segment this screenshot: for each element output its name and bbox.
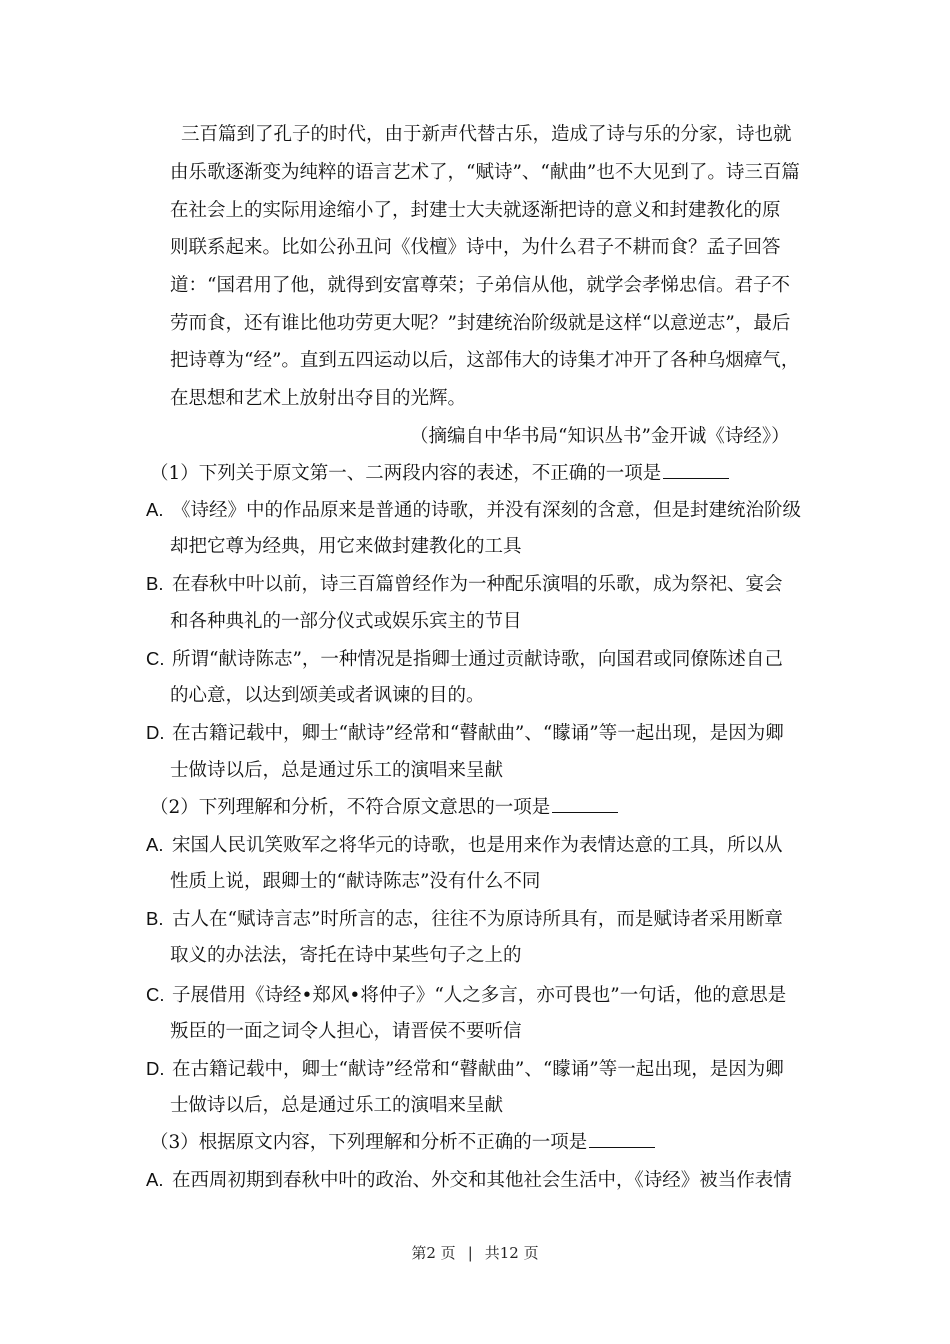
page-footer — [0, 1242, 950, 1263]
option-letter: A. — [146, 1169, 164, 1190]
passage-line: 道：“国君用了他，就得到安富尊荣；子弟信从他，就学会孝悌忠信。君子不 — [170, 275, 790, 296]
page-total: 共12 页 — [484, 1244, 539, 1262]
option-letter: A. — [146, 499, 164, 520]
q1-option-d-cont: 士做诗以后，总是通过乐工的演唱来呈献 — [170, 760, 504, 781]
q2-option-c: C. 子展借用《诗经•郑风•将仲子》“人之多言，亦可畏也”一句话，他的意思是 — [146, 984, 787, 1006]
q1-option-b: B. 在春秋中叶以前，诗三百篇曾经作为一种配乐演唱的乐歌，成为祭祀、宴会 — [146, 573, 783, 595]
q3-option-a: A. 在西周初期到春秋中叶的政治、外交和其他社会生活中，《诗经》被当作表情 — [146, 1169, 792, 1191]
q1-option-a: A. 《诗经》中的作品原来是普通的诗歌，并没有深刻的含意，但是封建统治阶级 — [146, 499, 802, 521]
passage-line: 把诗尊为“经”。直到五四运动以后，这部伟大的诗集才冲开了各种乌烟瘴气， — [170, 350, 800, 371]
option-letter: A. — [146, 834, 164, 855]
option-letter: B. — [146, 908, 164, 929]
q1-option-d: D. 在古籍记载中，卿士“献诗”经常和“瞽献曲”、“矇诵”等一起出现，是因为卿 — [146, 722, 784, 744]
footer-separator: | — [467, 1244, 473, 1262]
passage-line: 则联系起来。比如公孙丑问《伐檀》诗中，为什么君子不耕而食？孟子回答 — [170, 237, 781, 258]
option-letter: D. — [146, 722, 165, 743]
q1-option-a-cont: 却把它尊为经典，用它来做封建教化的工具 — [170, 536, 522, 557]
q1-option-c: C. 所谓“献诗陈志”，一种情况是指卿士通过贡献诗歌，向国君或同僚陈述自己 — [146, 648, 783, 670]
option-letter: C. — [146, 984, 165, 1005]
passage-line: 劳而食，还有谁比他功劳更大呢？”封建统治阶级就是这样“以意逆志”，最后 — [170, 313, 791, 334]
q2-option-a: A. 宋国人民讥笑败军之将华元的诗歌，也是用来作为表情达意的工具，所以从 — [146, 834, 783, 856]
answer-blank — [663, 462, 729, 479]
q2-option-b-cont: 取义的办法法，寄托在诗中某些句子之上的 — [170, 945, 522, 966]
option-letter: D. — [146, 1058, 165, 1079]
q2-option-d: D. 在古籍记载中，卿士“献诗”经常和“瞽献曲”、“矇诵”等一起出现，是因为卿 — [146, 1058, 784, 1080]
passage-source: （摘编自中华书局“知识丛书”金开诚《诗经》） — [410, 426, 790, 447]
page-number: 第2 页 — [411, 1244, 456, 1262]
answer-blank — [589, 1131, 655, 1148]
question-1-stem: （1）下列关于原文第一、二两段内容的表述，不正确的一项是 — [150, 462, 729, 486]
option-letter: C. — [146, 648, 165, 669]
answer-blank — [552, 796, 618, 813]
passage-line: 三百篇到了孔子的时代，由于新声代替古乐，造成了诗与乐的分家，诗也就 — [181, 124, 792, 145]
question-2-stem: （2）下列理解和分析，不符合原文意思的一项是 — [150, 796, 618, 820]
q2-option-b: B. 古人在“赋诗言志”时所言的志，往往不为原诗所具有，而是赋诗者采用断章 — [146, 908, 783, 930]
q2-option-d-cont: 士做诗以后，总是通过乐工的演唱来呈献 — [170, 1095, 504, 1116]
q2-option-a-cont: 性质上说，跟卿士的“献诗陈志”没有什么不同 — [170, 871, 541, 892]
q2-option-c-cont: 叛臣的一面之词令人担心，请晋侯不要听信 — [170, 1021, 522, 1042]
passage-line: 在思想和艺术上放射出夺目的光辉。 — [170, 388, 467, 409]
q1-option-b-cont: 和各种典礼的一部分仪式或娱乐宾主的节目 — [170, 611, 522, 632]
q1-option-c-cont: 的心意，以达到颂美或者讽谏的目的。 — [170, 685, 485, 706]
passage-line: 由乐歌逐渐变为纯粹的语言艺术了，“赋诗”、“献曲”也不大见到了。诗三百篇 — [170, 162, 800, 183]
option-letter: B. — [146, 573, 164, 594]
question-3-stem: （3）根据原文内容，下列理解和分析不正确的一项是 — [150, 1131, 655, 1155]
passage-line: 在社会上的实际用途缩小了，封建士大夫就逐渐把诗的意义和封建教化的原 — [170, 200, 781, 221]
